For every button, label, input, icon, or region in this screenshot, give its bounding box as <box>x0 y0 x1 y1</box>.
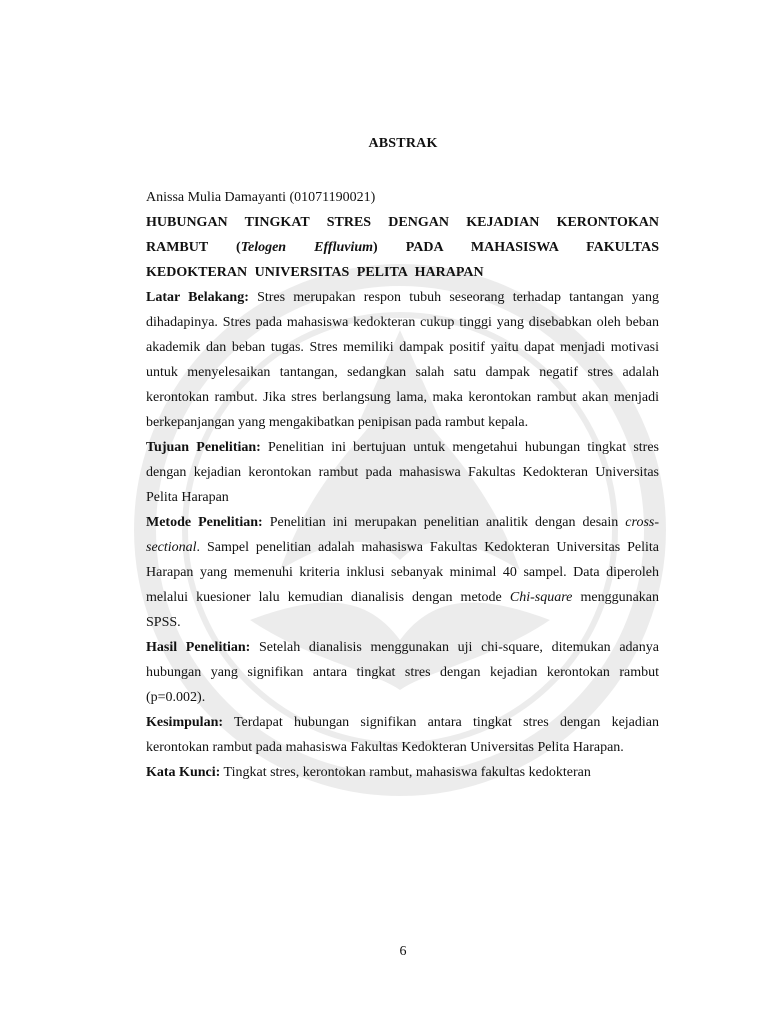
section-label: Metode Penelitian: <box>146 515 263 530</box>
page-title: ABSTRAK <box>368 136 438 151</box>
section-tujuan-penelitian <box>146 435 659 510</box>
thesis-title-italic: Telogen Effluvium <box>240 240 374 255</box>
thesis-title <box>146 210 659 285</box>
section-text: Stres merupakan respon tubuh seseorang terhadap tantangan yang dihadapinya. Stres pada mahasiswa kedokteran cukup tinggi yang disebabkan oleh beban akademik dan beban tugas. Stres memiliki dampak positif yaitu dapat menjadi motivasi untuk menyelesaikan tantangan, sedangkan salah satu dampak negatif stres adalah kerontokan rambut. Jika stres berlangsung lama, maka kerontokan rambut akan menjadi berkepanjangan yang mengakibatkan penipisan pada rambut kepala. <box>146 290 660 430</box>
section-text: menggunakan SPSS. <box>146 590 659 630</box>
section-label: Kesimpulan: <box>146 715 224 730</box>
abstract-body <box>146 185 659 785</box>
section-text: Setelah dianalisis menggunakan uji chi-square, ditemukan adanya hubungan yang signifikan antara tingkat stres dengan kejadian kerontokan rambut (p=0.002). <box>146 640 659 705</box>
section-text: Terdapat hubungan signifikan antara tingkat stres dengan kejadian kerontokan rambut pada mahasiswa Fakultas Kedokteran Universitas Pelita Harapan. <box>146 715 659 755</box>
section-kata-kunci <box>146 760 659 785</box>
section-text: . Sampel penelitian adalah mahasiswa Fakultas Kedokteran Universitas Pelita Harapan yang memenuhi kriteria inklusi sebanyak minimal 40 sampel. Data diperoleh melalui kuesioner lalu kemudian dianalisis dengan metode <box>146 540 659 605</box>
section-label: Latar Belakang: <box>146 290 249 305</box>
section-text: Tingkat stres, kerontokan rambut, mahasiswa fakultas kedokteran <box>220 765 591 780</box>
section-italic-term: cross-sectional <box>146 515 659 555</box>
thesis-title-part2: ) PADA MAHASISWA FAKULTAS KEDOKTERAN UNIVERSITAS PELITA HARAPAN <box>146 240 659 280</box>
author-line: Anissa Mulia Damayanti (01071190021) <box>146 190 376 205</box>
section-label: Kata Kunci: <box>146 765 221 780</box>
section-hasil-penelitian <box>146 635 659 710</box>
section-italic-term: Chi-square <box>509 590 573 605</box>
section-latar-belakang <box>146 285 659 435</box>
section-text: Penelitian ini merupakan penelitian analitik dengan desain <box>262 515 626 530</box>
thesis-title-part1: HUBUNGAN TINGKAT STRES DENGAN KEJADIAN KERONTOKAN RAMBUT ( <box>146 215 659 255</box>
page-number: 6 <box>399 944 407 959</box>
section-kesimpulan <box>146 710 659 760</box>
section-metode-penelitian <box>146 510 659 635</box>
section-label: Hasil Penelitian: <box>146 640 251 655</box>
section-text: Penelitian ini bertujuan untuk mengetahui hubungan tingkat stres dengan kejadian kerontokan rambut pada mahasiswa Fakultas Kedokteran Universitas Pelita Harapan <box>146 440 660 505</box>
section-label: Tujuan Penelitian: <box>146 440 261 455</box>
